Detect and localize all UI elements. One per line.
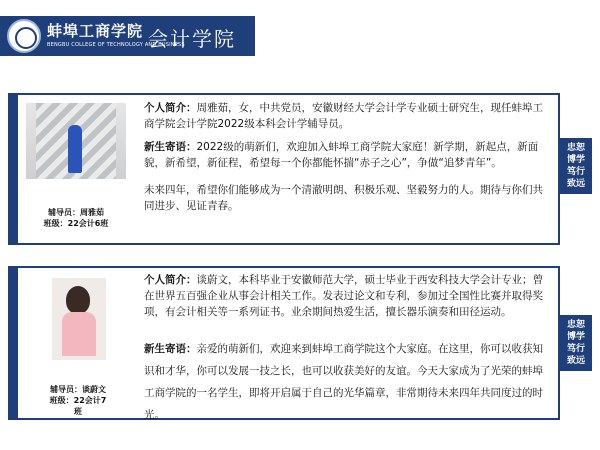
intro-text: 周雅茹，女，中共党员，安徽财经大学会计学专业硕士研究生，现任蚌埠工商学院会计学院2022级本科会计学辅导员。 <box>144 102 543 130</box>
motto-line: 忠恕 <box>566 143 585 153</box>
counselor-photo <box>52 278 106 360</box>
counselor-card-1 <box>8 93 560 245</box>
counselor-card-2 <box>8 266 560 420</box>
motto-line: 忠恕 <box>566 320 585 330</box>
motto-line: 致远 <box>566 179 585 189</box>
message-paragraph <box>144 139 550 171</box>
message-text: 亲爱的萌新们，欢迎来到蚌埠工商学院这个大家庭。在这里，你可以收获知识和才华，你可以发展一技之长，也可以收获美好的友谊。今天大家成为了光荣的蚌埠工商学院的一名学生，即将开启属于自己的光华篇章，非常期待未来四年共同度过的时光。 <box>144 343 543 421</box>
motto-tag-1 <box>560 138 592 194</box>
counselor-name: 辅导员：谈蔚文 <box>50 385 106 394</box>
intro-text: 谈蔚文，本科毕业于安徽师范大学，硕士毕业于西安科技大学会计专业；曾在世界五百强企业从事会计相关工作。发表过论文和专利，参加过全国性比赛并取得奖项，有会计相关等一系列证书。业余期间热爱生活，擅长器乐演奏和田径运动。 <box>144 274 543 318</box>
intro-label: 个人简介： <box>144 274 197 286</box>
motto-line: 笃行 <box>566 344 585 354</box>
motto-line: 博学 <box>566 155 585 165</box>
motto-line: 致远 <box>566 356 585 366</box>
message-label: 新生寄语： <box>144 141 197 153</box>
counselor-name: 辅导员：周雅茹 <box>48 208 104 217</box>
intro-label: 个人简介： <box>144 102 197 114</box>
counselor-class: 班级：22会计7班 <box>49 396 107 416</box>
counselor-photo <box>26 103 126 179</box>
college-logo-icon <box>7 19 41 53</box>
message-label: 新生寄语： <box>144 343 197 355</box>
intro-paragraph <box>144 100 550 132</box>
counselor-class: 班级：22会计6班 <box>43 219 109 228</box>
message-paragraph-2: 未来四年，希望你们能够成为一个清澈明朗、积极乐观、坚毅努力的人。期待与你们共同进步、见证青春。 <box>144 184 543 212</box>
school-name-en: BENGBU COLLEGE OF TECHNOLOGY AND BUSINESS <box>47 42 185 48</box>
counselor-caption <box>26 207 126 229</box>
counselor-caption <box>48 384 108 417</box>
motto-line: 博学 <box>566 332 585 342</box>
intro-paragraph <box>144 272 550 320</box>
motto-line: 笃行 <box>566 167 585 177</box>
college-header <box>0 16 255 56</box>
department-name: 会计学院 <box>148 27 236 51</box>
message-paragraph <box>144 338 550 426</box>
message-text: 2022级的萌新们，欢迎加入蚌埠工商学院大家庭！新学期，新起点，新面貌，新希望，新征程，希望每一个你都能怀揣“赤子之心”，争做“追梦青年”。 <box>144 141 539 169</box>
motto-tag-2 <box>560 315 592 371</box>
school-name-cn: 蚌埠工商学院 <box>47 22 144 40</box>
